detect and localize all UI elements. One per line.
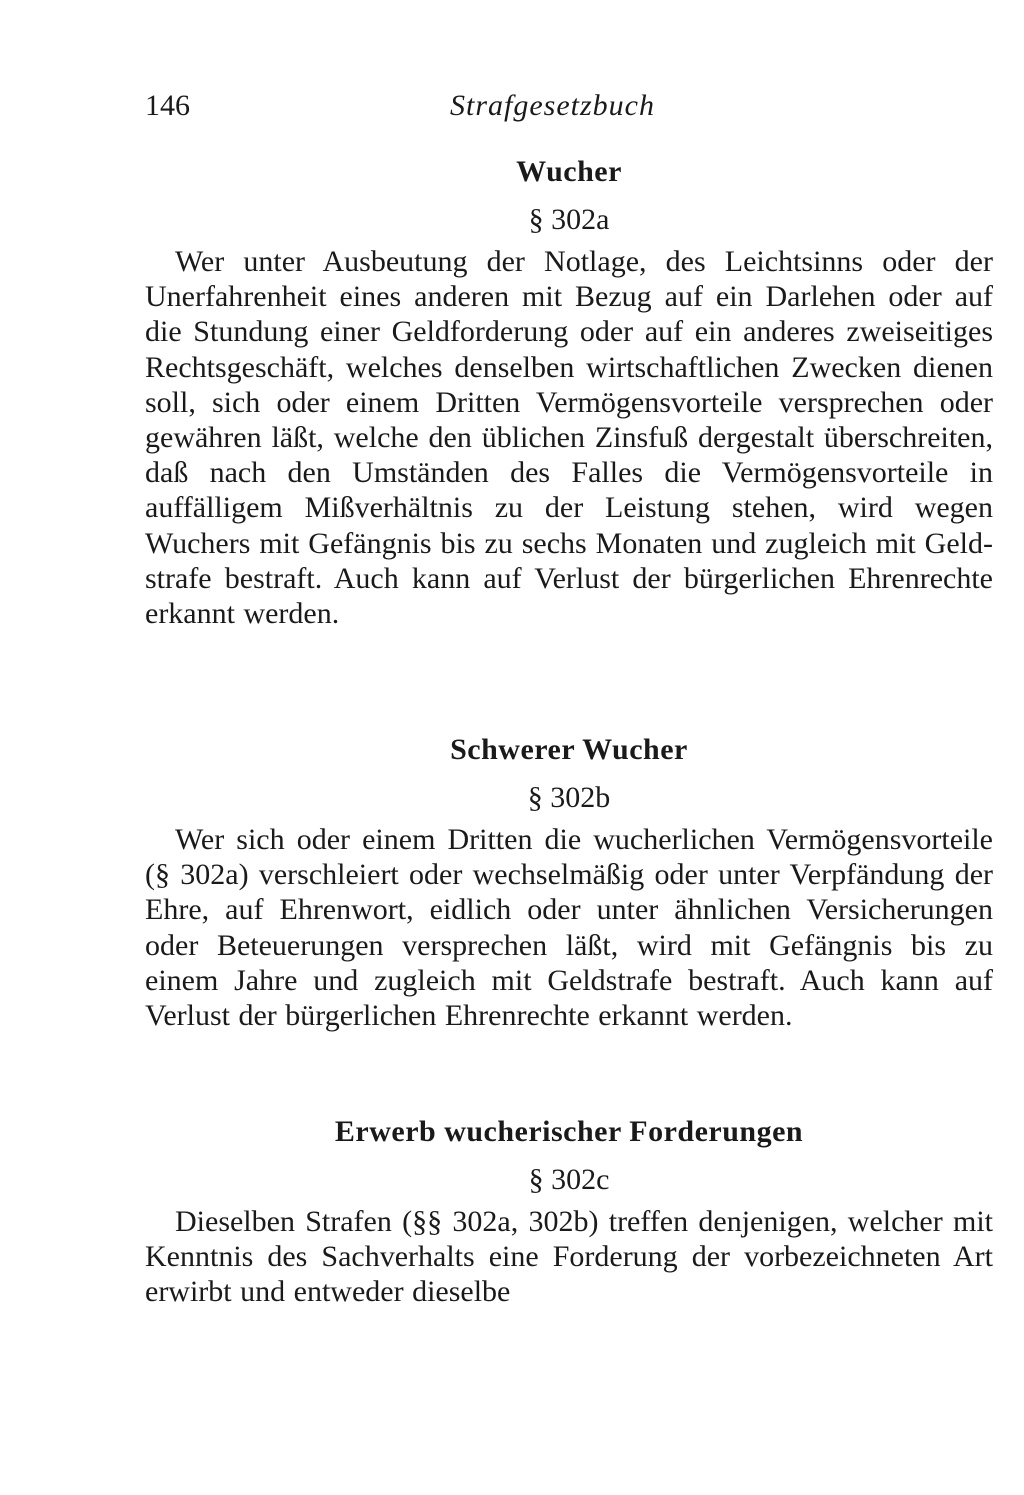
section-heading: Schwerer Wucher [450,733,688,766]
running-title: Strafgesetzbuch [450,89,655,122]
paragraph-number: § 302c [528,1163,610,1196]
page-number: 146 [145,89,190,122]
section-302a [145,152,993,631]
section-302b [145,730,993,1033]
section-heading: Wucher [516,155,622,188]
section-body-text: Wer sich oder einem Dritten die wucherlichen Vermögensvorteile (§ 302a) verschleiert oder wechselmäßig oder unter Verpfändung der Ehre, auf Ehrenwort, eidlich oder unter ähnlichen Versicherungen oder Beteuerungen versprechen läßt, wird mit Gefängnis bis zu einem Jahre und zugleich mit Geldstrafe bestraft. Auch kann auf Verlust der bürgerlichen Ehrenrechte erkannt werden. [145,823,993,1033]
page-header [145,84,990,128]
section-body-text: Dieselben Strafen (§§ 302a, 302b) treffen denjenigen, welcher mit Kenntnis des Sachverhalts eine Forderung der vorbezeichneten Art erwirbt und entweder dieselbe [145,1205,993,1309]
section-body-text: Wer unter Ausbeutung der Notlage, des Leichtsinns oder der Unerfahrenheit eines anderen mit Bezug auf ein Darlehen oder auf die Stundung einer Geldforderung oder auf ein anderes zweiseitiges Rechtsgeschäft, welches denselben wirtschaftlichen Zwecken dienen soll, sich oder einem Dritten Vermögensvorteile versprechen oder gewähren läßt, welche den üblichen Zinsfuß dergestalt überschreiten, daß nach den Umständen des Falles die Vermögensvorteile in auffälligem Mißverhältnis zu der Leistung stehen, wird wegen Wuchers mit Gefängnis bis zu sechs Monaten und zugleich mit Geldstrafe bestraft. Auch kann auf Verlust der bürgerlichen Ehrenrechte erkannt werden. [145,245,993,631]
section-302c [145,1112,993,1310]
section-heading: Erwerb wucherischer Forderungen [334,1115,804,1148]
paragraph-number: § 302a [528,203,610,236]
paragraph-number: § 302b [527,781,611,814]
